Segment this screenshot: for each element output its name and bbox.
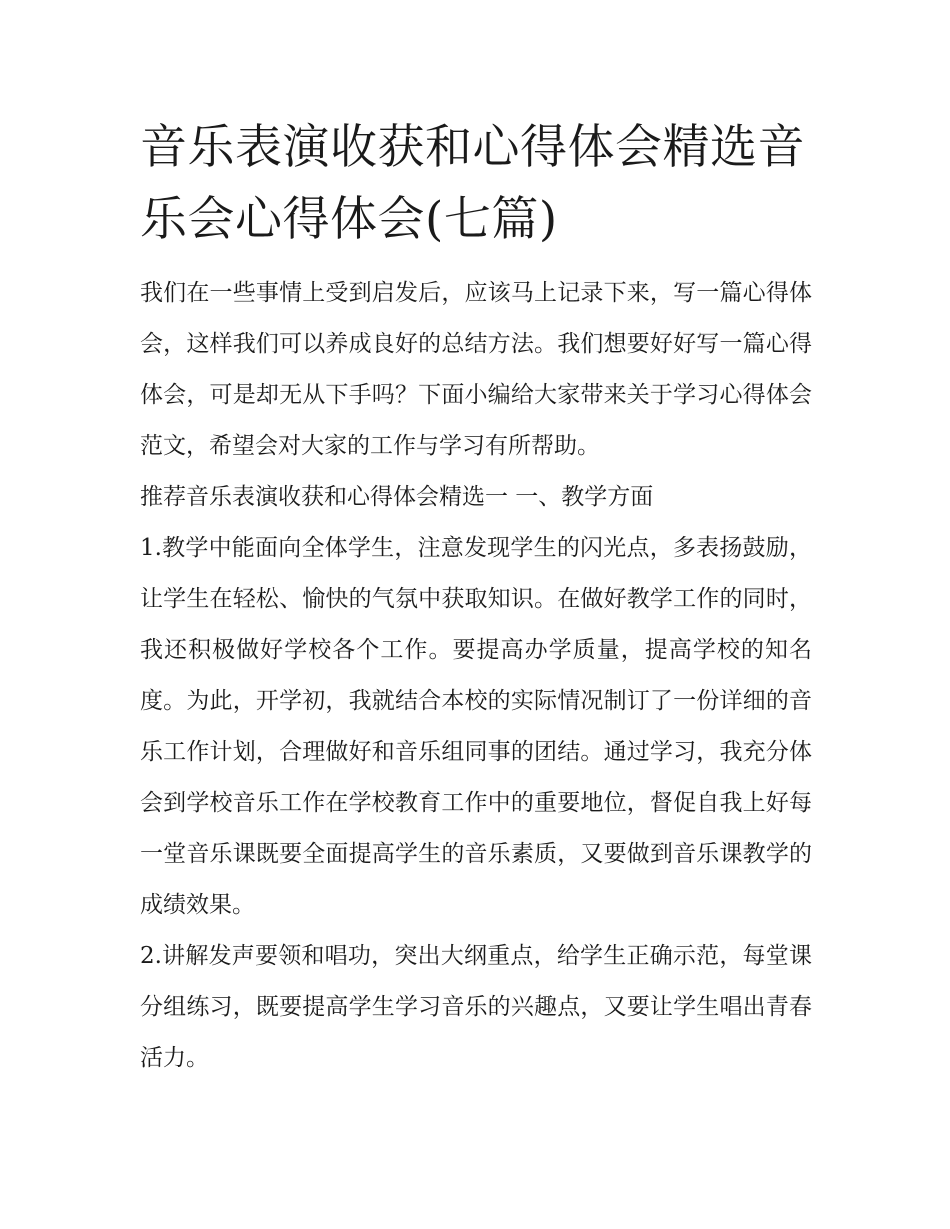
document-body [140, 268, 812, 1084]
paragraph-intro: 我们在一些事情上受到启发后，应该马上记录下来，写一篇心得体会，这样我们可以养成良好的总结方法。我们想要好好写一篇心得体会，可是却无从下手吗？下面小编给大家带来关于学习心得体会范文，希望会对大家的工作与学习有所帮助。 [140, 280, 812, 459]
document-page [140, 112, 812, 1084]
paragraph-section-heading: 推荐音乐表演收获和心得体会精选一 一、教学方面 [140, 484, 654, 510]
paragraph-item-2: 2.讲解发声要领和唱功，突出大纲重点，给学生正确示范，每堂课分组练习，既要提高学生学习音乐的兴趣点，又要让学生唱出青春活力。 [140, 943, 812, 1071]
paragraph-item-1: 1.教学中能面向全体学生，注意发现学生的闪光点，多表扬鼓励，让学生在轻松、愉快的气氛中获取知识。在做好教学工作的同时，我还积极做好学校各个工作。要提高办学质量，提高学校的知名度。为此，开学初，我就结合本校的实际情况制订了一份详细的音乐工作计划，合理做好和音乐组同事的团结。通过学习，我充分体会到学校音乐工作在学校教育工作中的重要地位，督促自我上好每一堂音乐课既要全面提高学生的音乐素质，又要做到音乐课教学的成绩效果。 [140, 535, 812, 918]
document-title: 音乐表演收获和心得体会精选音乐会心得体会(七篇) [140, 120, 805, 247]
